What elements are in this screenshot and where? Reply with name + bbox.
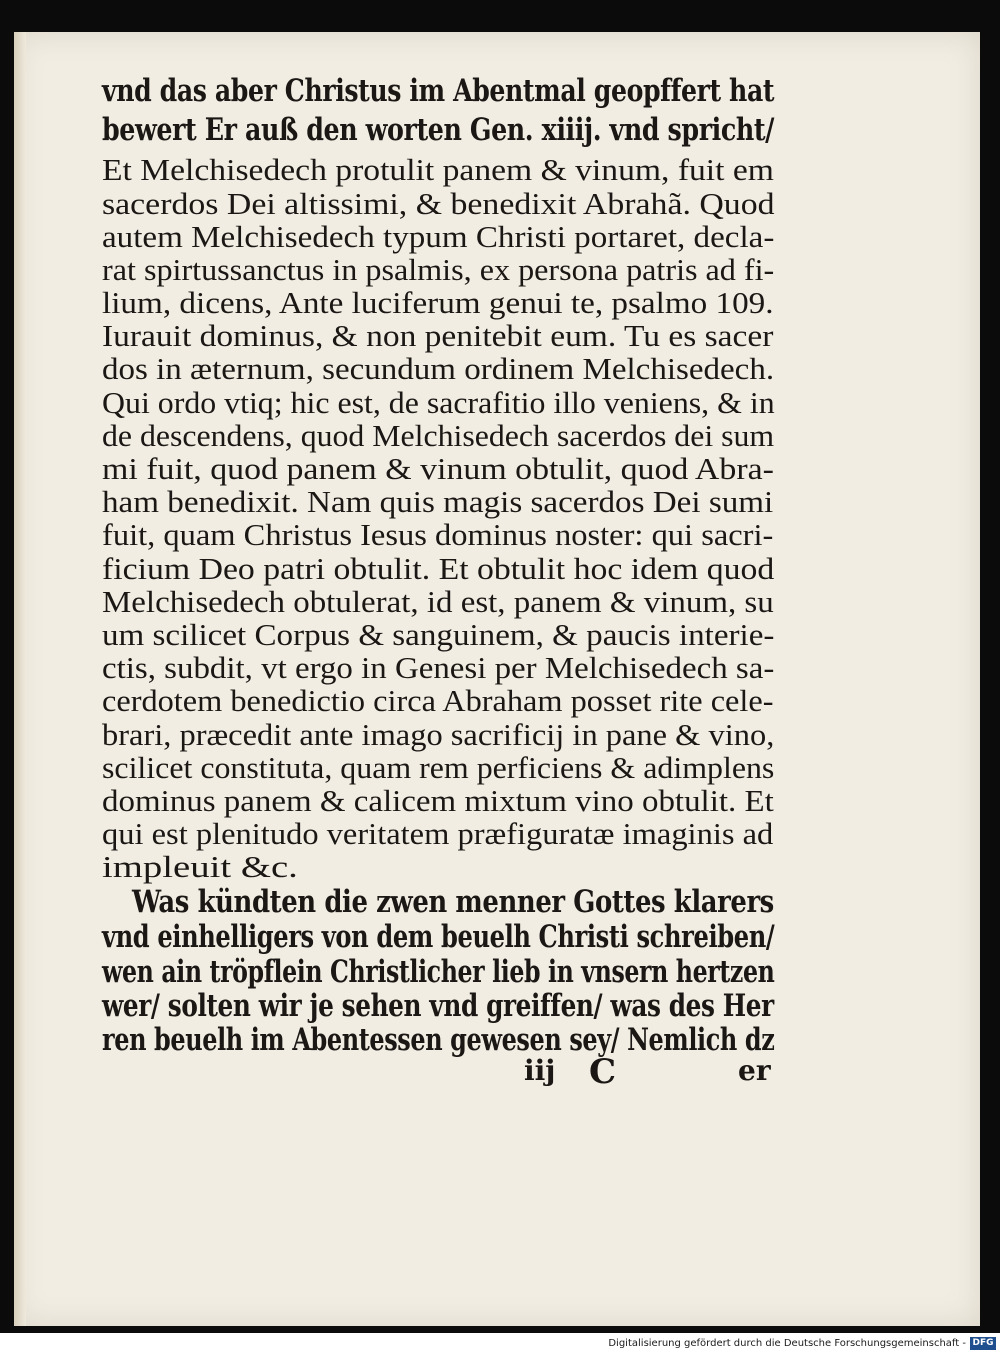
gothic-line: Was kündten die zwen menner Gottes klarers — [132, 884, 774, 920]
gothic-line: ren beuelh im Abentessen gewesen sey/ Nemlich dz — [102, 1022, 775, 1058]
latin-line: fuit, quam Christus Iesus dominus noster: qui sacri- — [102, 517, 774, 552]
digitization-credit: Digitalisierung gefördert durch die Deutsche Forschungsgemeinschaft - — [608, 1338, 966, 1349]
gothic-line: bewert Er auß den worten Gen. xiiij. vnd spricht/ — [102, 112, 775, 148]
page-edge — [14, 32, 26, 1326]
latin-line: um scilicet Corpus & sanguinem, & paucis interie- — [102, 617, 775, 652]
latin-line: cerdotem benedictio circa Abraham posset rite cele- — [102, 683, 774, 718]
latin-line: brari, præcedit ante imago sacrificij in pane & vino, — [102, 717, 775, 752]
catchword: er — [738, 1054, 771, 1087]
latin-line: qui est plenitudo veritatem præfiguratæ imaginis ad — [102, 816, 774, 851]
latin-line: rat spirtussanctus in psalmis, ex persona patris ad fi- — [102, 252, 775, 287]
signature-line — [14, 1054, 980, 1094]
signature-folio: iij — [524, 1054, 556, 1087]
latin-line: ham benedixit. Nam quis magis sacerdos Dei sumi — [102, 484, 774, 519]
latin-line: de descendens, quod Melchisedech sacerdos dei sum — [102, 418, 775, 453]
latin-line: Melchisedech obtulerat, id est, panem & vinum, su — [102, 584, 774, 619]
latin-line: impleuit &c. — [102, 849, 298, 884]
latin-line: sacerdos Dei altissimi, & benedixit Abrahã. Quod — [102, 186, 775, 221]
latin-line: ctis, subdit, vt ergo in Genesi per Melchisedech sa- — [102, 650, 775, 685]
gothic-line: wer/ solten wir je sehen vnd greiffen/ was des Her — [102, 988, 774, 1024]
latin-line: autem Melchisedech typum Christi portaret, decla- — [102, 219, 775, 254]
signature-letter: C — [589, 1052, 617, 1092]
latin-line: ficium Deo patri obtulit. Et obtulit hoc idem quod — [102, 551, 775, 586]
latin-line: Et Melchisedech protulit panem & vinum, fuit em — [102, 152, 774, 187]
latin-line: Qui ordo vtiq; hic est, de sacrafitio illo veniens, & in — [102, 385, 775, 420]
gothic-line: vnd das aber Christus im Abentmal geopffert hat — [102, 73, 775, 109]
gothic-line: wen ain tröpflein Christlicher lieb in vnsern hertzen — [102, 954, 775, 990]
gothic-line: vnd einhelligers von dem beuelh Christi schreiben/ — [102, 919, 775, 955]
dfg-logo: DFG — [970, 1337, 996, 1350]
latin-line: dos in æternum, secundum ordinem Melchisedech. — [102, 351, 775, 386]
latin-line: Iurauit dominus, & non penitebit eum. Tu es sacer — [102, 318, 774, 353]
book-page — [14, 32, 980, 1326]
latin-line: lium, dicens, Ante luciferum genui te, psalmo 109. — [102, 285, 774, 320]
latin-line: scilicet constituta, quam rem perficiens & adimplens — [102, 750, 775, 785]
latin-line: mi fuit, quod panem & vinum obtulit, quod Abra- — [102, 451, 774, 486]
latin-line: dominus panem & calicem mixtum vino obtulit. Et — [102, 783, 774, 818]
